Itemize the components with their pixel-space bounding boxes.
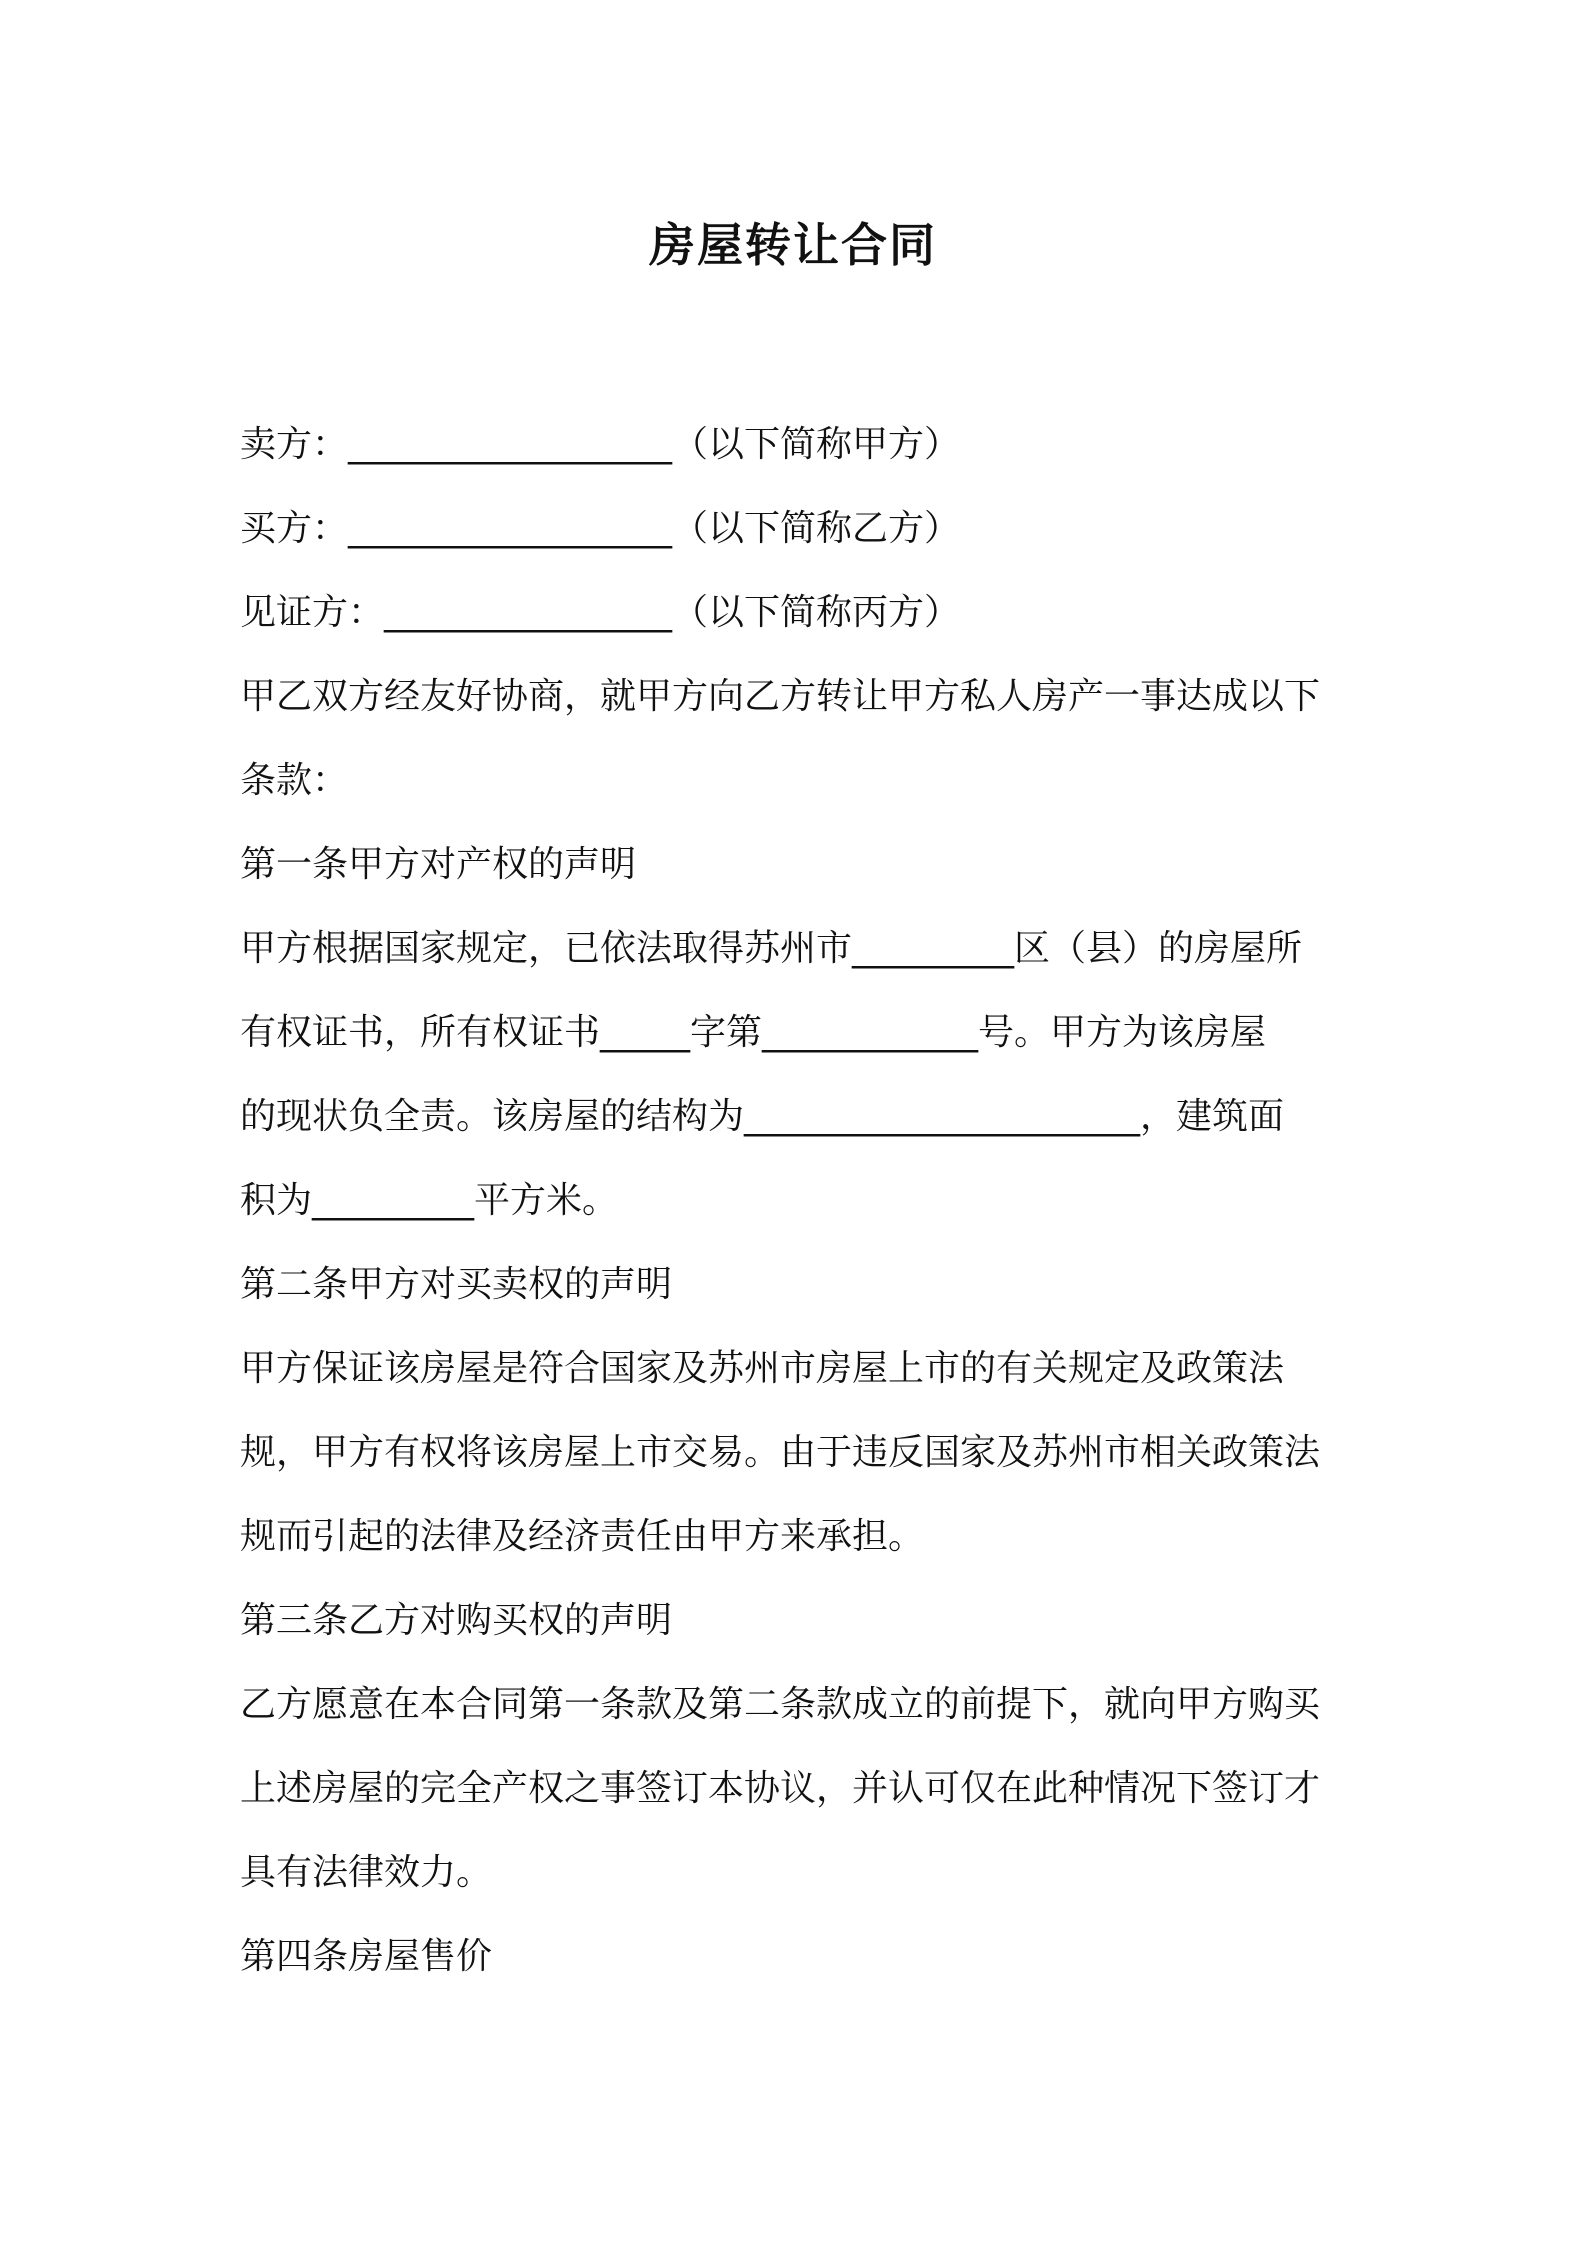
article-1-line-4: 积为_________平方米。 — [240, 1180, 619, 1221]
seller-line: 卖方：__________________（以下简称甲方） — [240, 424, 961, 465]
article-3-heading: 第三条乙方对购买权的声明 — [240, 1600, 673, 1641]
article-1-line-1: 甲方根据国家规定，已依法取得苏州市_________区（县）的房屋所 — [240, 928, 1303, 969]
article-2-line-1: 甲方保证该房屋是符合国家及苏州市房屋上市的有关规定及政策法 — [240, 1348, 1285, 1389]
document-title: 房屋转让合同 — [649, 218, 937, 272]
preamble-line-1: 甲乙双方经友好协商，就甲方向乙方转让甲方私人房产一事达成以下 — [240, 676, 1321, 717]
document-body — [240, 403, 1360, 1999]
article-2-line-3: 规而引起的法律及经济责任由甲方来承担。 — [240, 1516, 925, 1557]
article-2-line-2: 规，甲方有权将该房屋上市交易。由于违反国家及苏州市相关政策法 — [240, 1432, 1321, 1473]
article-4-heading: 第四条房屋售价 — [240, 1936, 493, 1977]
article-2-heading: 第二条甲方对买卖权的声明 — [240, 1264, 673, 1305]
article-3-line-1: 乙方愿意在本合同第一条款及第二条款成立的前提下，就向甲方购买 — [240, 1684, 1321, 1725]
article-1-line-2: 有权证书，所有权证书_____字第____________号。甲方为该房屋 — [240, 1012, 1267, 1053]
article-1-line-3: 的现状负全责。该房屋的结构为______________________，建筑面 — [240, 1096, 1285, 1137]
preamble-line-2: 条款： — [240, 760, 349, 801]
article-3-line-2: 上述房屋的完全产权之事签订本协议，并认可仅在此种情况下签订才 — [240, 1768, 1321, 1809]
article-3-line-3: 具有法律效力。 — [240, 1852, 493, 1893]
buyer-line: 买方：__________________（以下简称乙方） — [240, 508, 961, 549]
article-1-heading: 第一条甲方对产权的声明 — [240, 844, 637, 885]
witness-line: 见证方：________________（以下简称丙方） — [240, 592, 961, 633]
